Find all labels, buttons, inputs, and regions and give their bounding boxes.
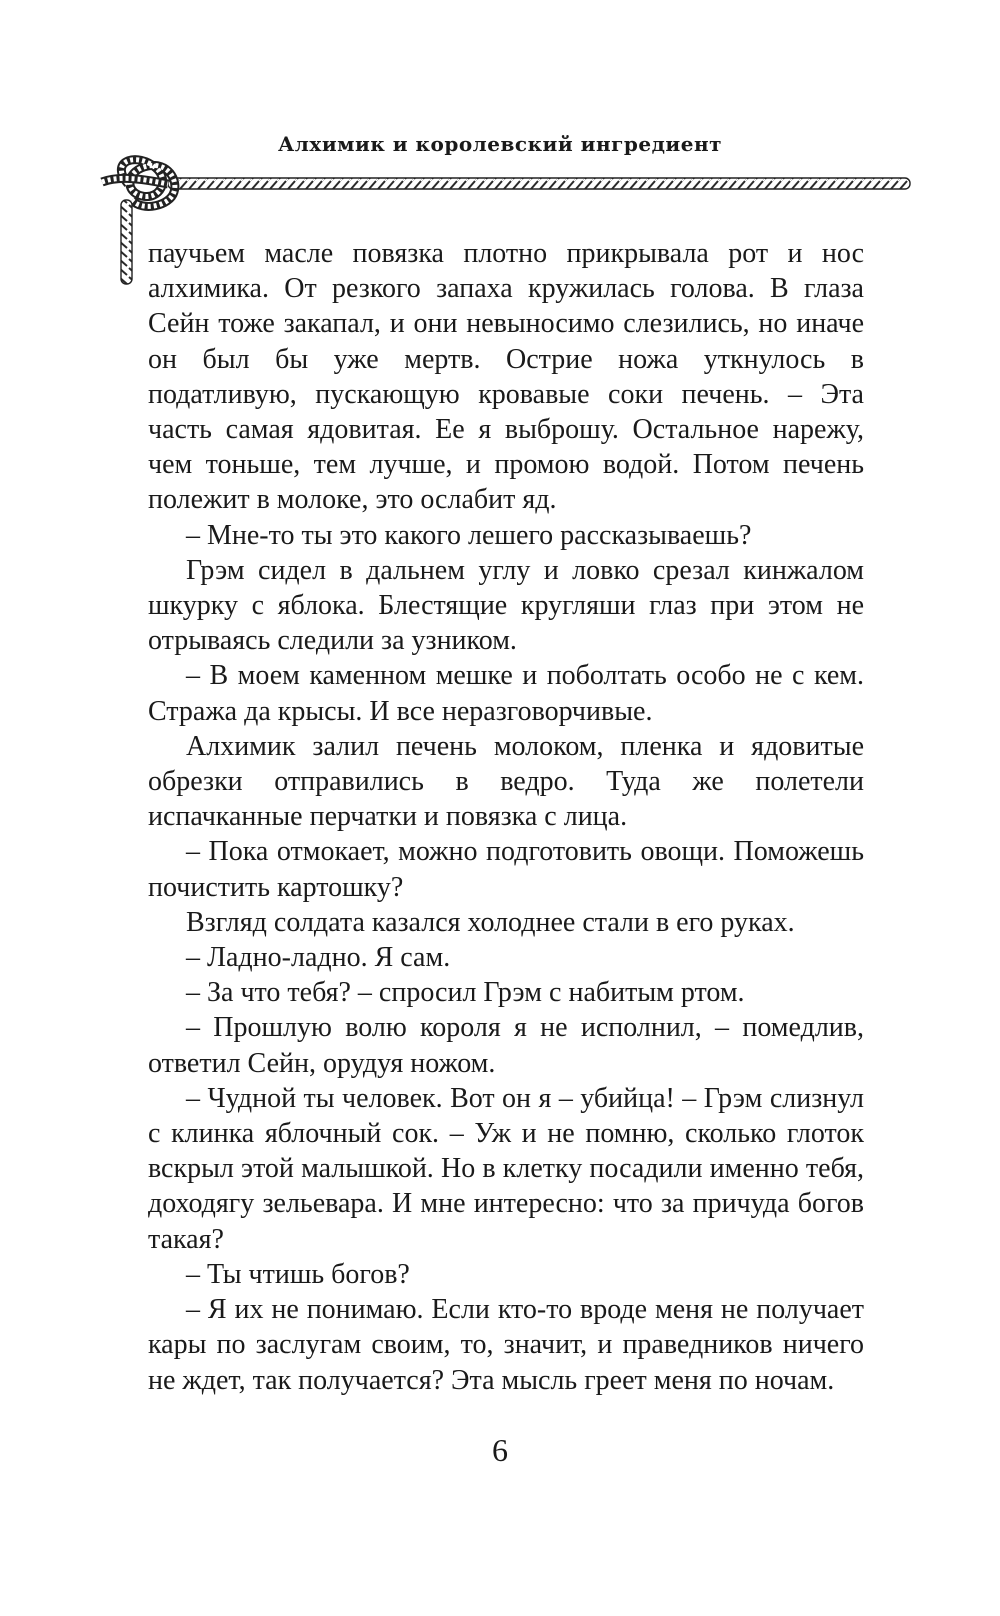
- paragraph: – Чудной ты человек. Вот он я – убийца! – Грэм слизнул с клинка яблочный сок. – Уж и не помню, сколько глоток вскрыл этой малышкой. Но в клетку посадили именно тебя, доходягу зельевара. И мне интересно: что за причуда богов такая?: [148, 1082, 864, 1255]
- paragraph: – Я их не понимаю. Если кто-то вроде меня не получает кары по заслугам своим, то, значит, и праведников ничего не ждет, так получается? Эта мысль греет меня по ночам.: [148, 1294, 864, 1396]
- paragraph: Грэм сидел в дальнем углу и ловко срезал кинжалом шкурку с яблока. Блестящие кругляши глаз при этом не отрываясь следили за узником.: [148, 554, 864, 657]
- paragraph: – Мне-то ты это какого лешего рассказываешь?: [186, 519, 752, 551]
- paragraph: – Прошлую волю короля я не исполнил, – помедлив, ответил Сейн, орудуя ножом.: [148, 1012, 864, 1079]
- paragraph: – Ладно-ладно. Я сам.: [186, 942, 451, 974]
- paragraph: паучьем масле повязка плотно прикрывала рот и нос алхимика. От резкого запаха кружилась голова. В глаза Сейн тоже закапал, и они невыносимо слезились, но иначе он был бы уже мертв. Острие ножа уткнулось в податливую, пускающую кровавые соки печень. – Эта часть самая ядовитая. Ее я выброшу. Остальное нарежу, чем тоньше, тем лучше, и промою водой. Потом печень полежит в молоке, это ослабит яд.: [148, 238, 864, 516]
- paragraph: – За что тебя? – спросил Грэм с набитым ртом.: [186, 977, 745, 1009]
- paragraph: Алхимик залил печень молоком, пленка и ядовитые обрезки отправились в ведро. Туда же полетели испачканные перчатки и повязка с лица.: [148, 730, 864, 833]
- body-text: [148, 236, 864, 1398]
- paragraph: – В моем каменном мешке и поболтать особо не с кем. Стража да крысы. И все неразговорчивые.: [148, 660, 864, 727]
- paragraph: – Ты чтишь богов?: [186, 1258, 410, 1290]
- page-number: 6: [492, 1432, 508, 1468]
- paragraph: Взгляд солдата казался холоднее стали в его руках.: [186, 906, 795, 938]
- running-title: Алхимик и королевский ингредиент: [278, 132, 722, 156]
- paragraph: – Пока отмокает, можно подготовить овощи. Поможешь почистить картошку?: [148, 836, 864, 903]
